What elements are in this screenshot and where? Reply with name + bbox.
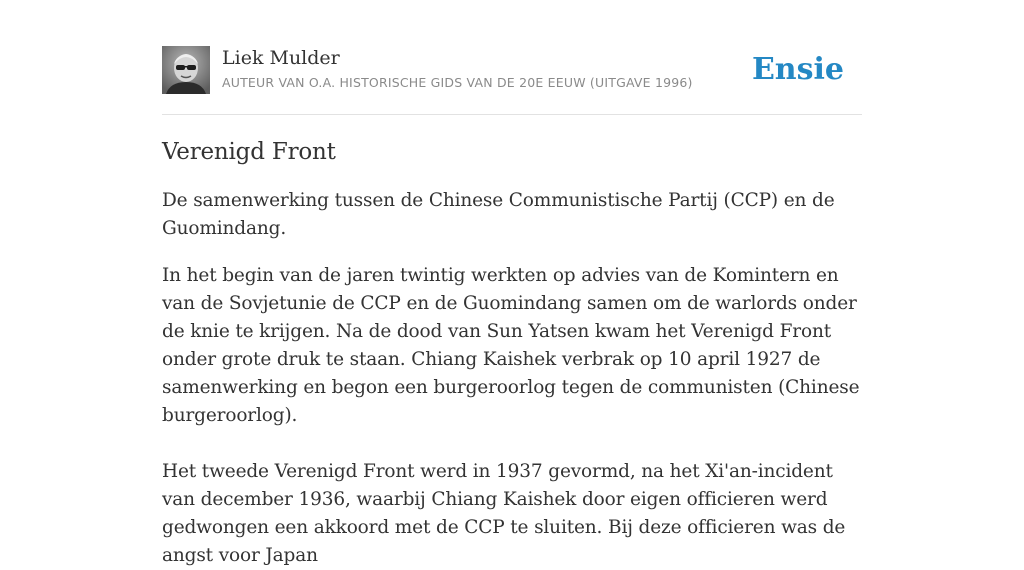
- author-avatar[interactable]: [162, 46, 210, 94]
- paragraph-spacer: [162, 430, 862, 458]
- article-summary: De samenwerking tussen de Chinese Communistische Partij (CCP) en de Guomindang.: [162, 190, 835, 239]
- author-portrait-photo-icon: [162, 46, 210, 94]
- ensie-logo[interactable]: Ensie: [751, 52, 844, 87]
- author-subtitle: AUTEUR VAN O.A. HISTORISCHE GIDS VAN DE 20E EEUW (UITGAVE 1996): [222, 75, 693, 90]
- author-name[interactable]: Liek Mulder: [222, 47, 340, 69]
- article-paragraph-1: In het begin van de jaren twintig werkten op advies van de Komintern en van de Sovjetunie de CCP en de Guomindang samen om de warlords onder de knie te krijgen. Na de dood van Sun Yatsen kwam het Verenigd Front onder grote druk te staan. Chiang Kaishek verbrak op 10 april 1927 de samenwerking en begon een burgeroorlog tegen de communisten (Chinese burgeroorlog).: [162, 265, 860, 426]
- article-content: [162, 136, 862, 570]
- article-title: Verenigd Front: [162, 139, 336, 165]
- article-paragraph-2: Het tweede Verenigd Front werd in 1937 gevormd, na het Xi'an-incident van december 1936, waarbij Chiang Kaishek door eigen officieren werd gedwongen een akkoord met de CCP te sluiten. Bij deze officieren was de angst voor Japan: [162, 461, 846, 566]
- article-header: [162, 46, 862, 115]
